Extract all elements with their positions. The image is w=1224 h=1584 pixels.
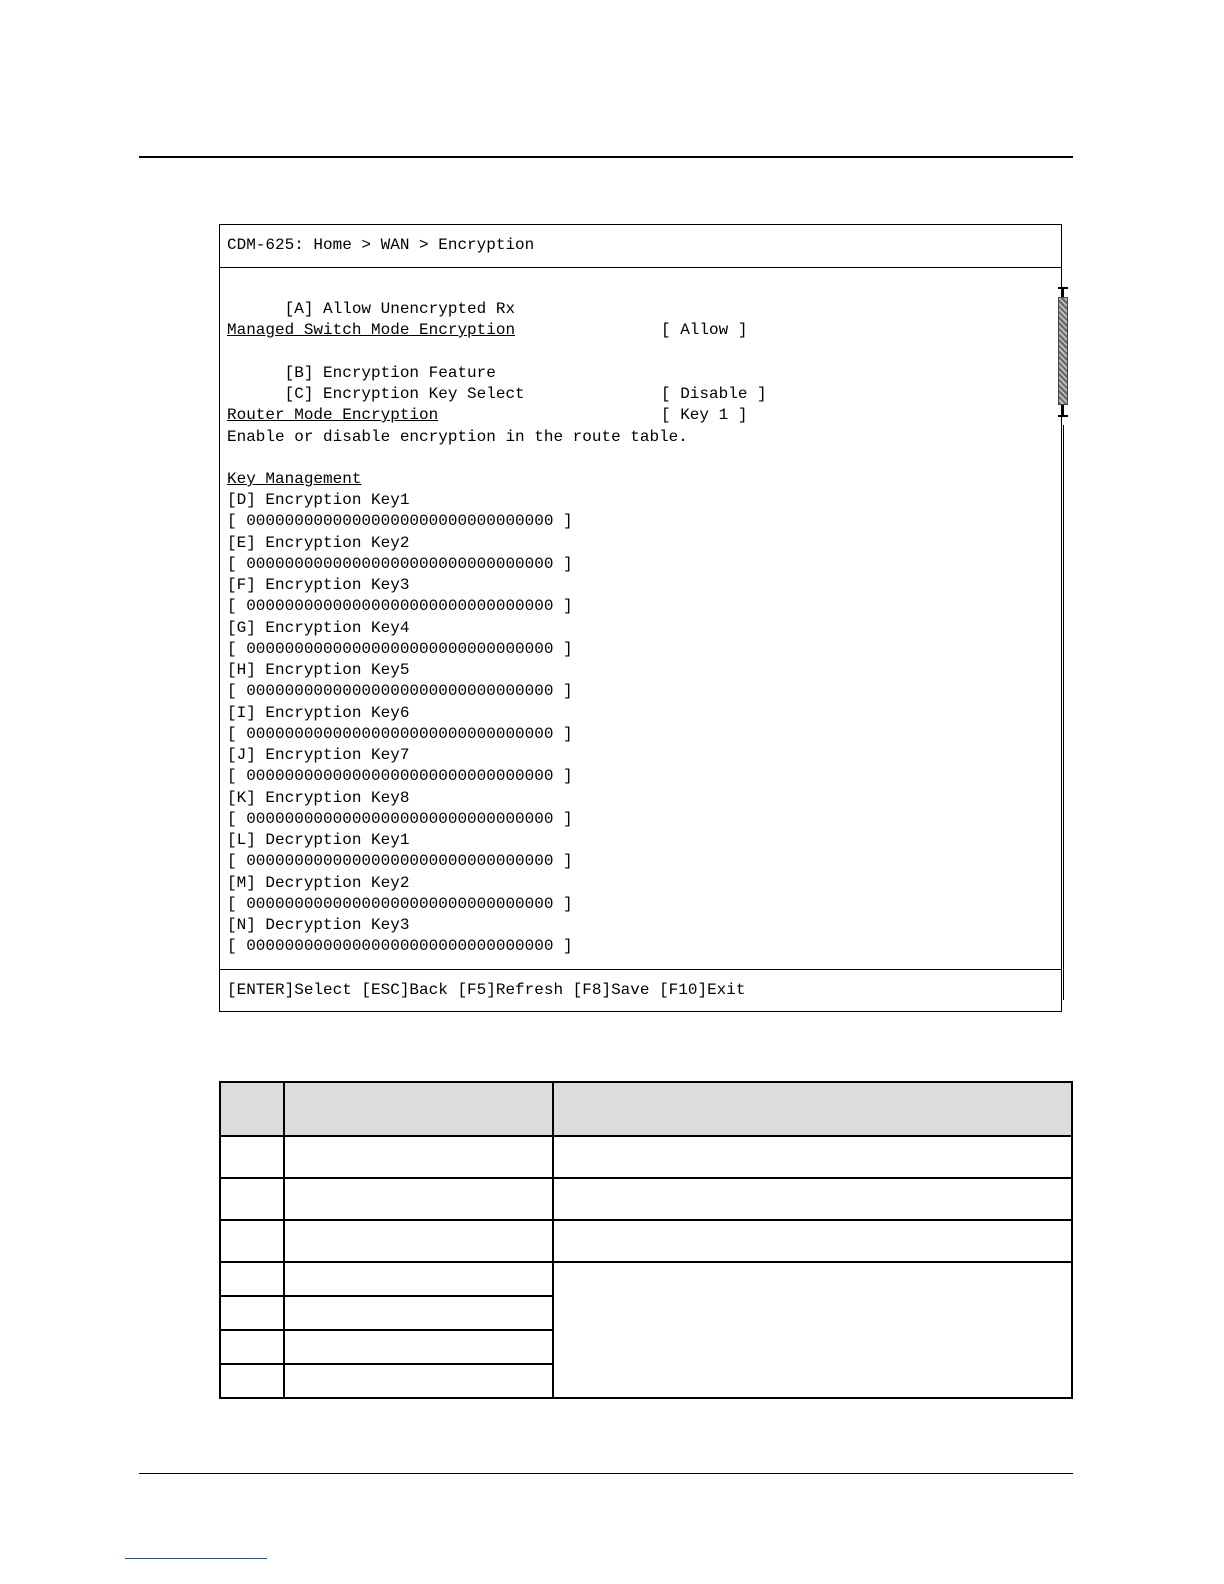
- table-cell: [284, 1262, 553, 1296]
- router-mode-heading: Router Mode Encryption: [227, 406, 439, 424]
- terminal-screen: [219, 224, 1062, 1012]
- scroll-thumb[interactable]: [1058, 297, 1068, 405]
- scroll-cap-bottom: [1058, 415, 1068, 417]
- table-header-cell: [553, 1082, 1072, 1136]
- table-cell: [220, 1262, 284, 1296]
- table-header-cell: [220, 1082, 284, 1136]
- key-label[interactable]: [H] Encryption Key5: [227, 661, 410, 679]
- description-table: [219, 1081, 1073, 1399]
- router-mode-description: Enable or disable encryption in the route table.: [227, 428, 688, 446]
- table-cell: [220, 1178, 284, 1220]
- bottom-page-rule: [139, 1473, 1073, 1474]
- table-row: [220, 1220, 1072, 1262]
- table-cell: [284, 1136, 553, 1178]
- table-cell: [553, 1220, 1072, 1262]
- terminal-body: [220, 268, 1055, 970]
- key-value[interactable]: [ 00000000000000000000000000000000 ]: [227, 895, 573, 913]
- table-cell: [284, 1220, 553, 1262]
- encryption-key-select-value[interactable]: [ Key 1 ]: [661, 406, 748, 424]
- table-cell: [220, 1136, 284, 1178]
- footer-link-underline[interactable]: [125, 1558, 267, 1559]
- table-header-row: [220, 1082, 1072, 1136]
- vertical-scrollbar[interactable]: [1056, 287, 1070, 419]
- table-cell: [220, 1296, 284, 1330]
- encryption-feature-value[interactable]: [ Disable ]: [661, 385, 767, 403]
- key-label[interactable]: [F] Encryption Key3: [227, 576, 410, 594]
- table-cell: [284, 1296, 553, 1330]
- key-value[interactable]: [ 00000000000000000000000000000000 ]: [227, 767, 573, 785]
- encryption-feature-label: [B] Encryption Feature: [284, 364, 496, 382]
- key-management-heading: Key Management: [227, 470, 362, 488]
- key-label[interactable]: [I] Encryption Key6: [227, 704, 410, 722]
- key-label[interactable]: [D] Encryption Key1: [227, 491, 410, 509]
- table-cell: [553, 1136, 1072, 1178]
- allow-unencrypted-value[interactable]: [ Allow ]: [661, 321, 748, 339]
- table-cell: [553, 1178, 1072, 1220]
- table-cell: [220, 1364, 284, 1398]
- key-label[interactable]: [J] Encryption Key7: [227, 746, 410, 764]
- key-value[interactable]: [ 00000000000000000000000000000000 ]: [227, 512, 573, 530]
- encryption-key-select-label: [C] Encryption Key Select: [284, 385, 525, 403]
- key-value[interactable]: [ 00000000000000000000000000000000 ]: [227, 810, 573, 828]
- key-value[interactable]: [ 00000000000000000000000000000000 ]: [227, 682, 573, 700]
- key-label[interactable]: [E] Encryption Key2: [227, 534, 410, 552]
- key-label[interactable]: [N] Decryption Key3: [227, 916, 410, 934]
- table-cell: [220, 1330, 284, 1364]
- key-label[interactable]: [G] Encryption Key4: [227, 619, 410, 637]
- table-row: [220, 1262, 1072, 1296]
- table-cell: [284, 1330, 553, 1364]
- terminal-footer: [220, 969, 1061, 1012]
- table-cell: [284, 1364, 553, 1398]
- table-cell: [220, 1220, 284, 1262]
- key-value[interactable]: [ 00000000000000000000000000000000 ]: [227, 597, 573, 615]
- terminal-header: [220, 225, 1061, 268]
- key-value[interactable]: [ 00000000000000000000000000000000 ]: [227, 725, 573, 743]
- key-value[interactable]: [ 00000000000000000000000000000000 ]: [227, 852, 573, 870]
- key-label[interactable]: [K] Encryption Key8: [227, 789, 410, 807]
- table-merged-cell: [553, 1262, 1072, 1398]
- key-label[interactable]: [L] Decryption Key1: [227, 831, 410, 849]
- key-value[interactable]: [ 00000000000000000000000000000000 ]: [227, 640, 573, 658]
- allow-unencrypted-label: [A] Allow Unencrypted Rx: [284, 300, 516, 318]
- function-key-bar[interactable]: [ENTER]Select [ESC]Back [F5]Refresh [F8]Save [F10]Exit: [227, 981, 746, 999]
- table-row: [220, 1178, 1072, 1220]
- key-value[interactable]: [ 00000000000000000000000000000000 ]: [227, 555, 573, 573]
- key-label[interactable]: [M] Decryption Key2: [227, 874, 410, 892]
- table-row: [220, 1136, 1072, 1178]
- scroll-track-lower: [1063, 425, 1064, 1000]
- top-page-rule: [139, 156, 1073, 158]
- table-cell: [284, 1178, 553, 1220]
- breadcrumb: CDM-625: Home > WAN > Encryption: [227, 236, 535, 254]
- table-header-cell: [284, 1082, 553, 1136]
- key-value[interactable]: [ 00000000000000000000000000000000 ]: [227, 937, 573, 955]
- scroll-cap-top: [1058, 287, 1068, 289]
- managed-switch-heading: Managed Switch Mode Encryption: [227, 321, 516, 339]
